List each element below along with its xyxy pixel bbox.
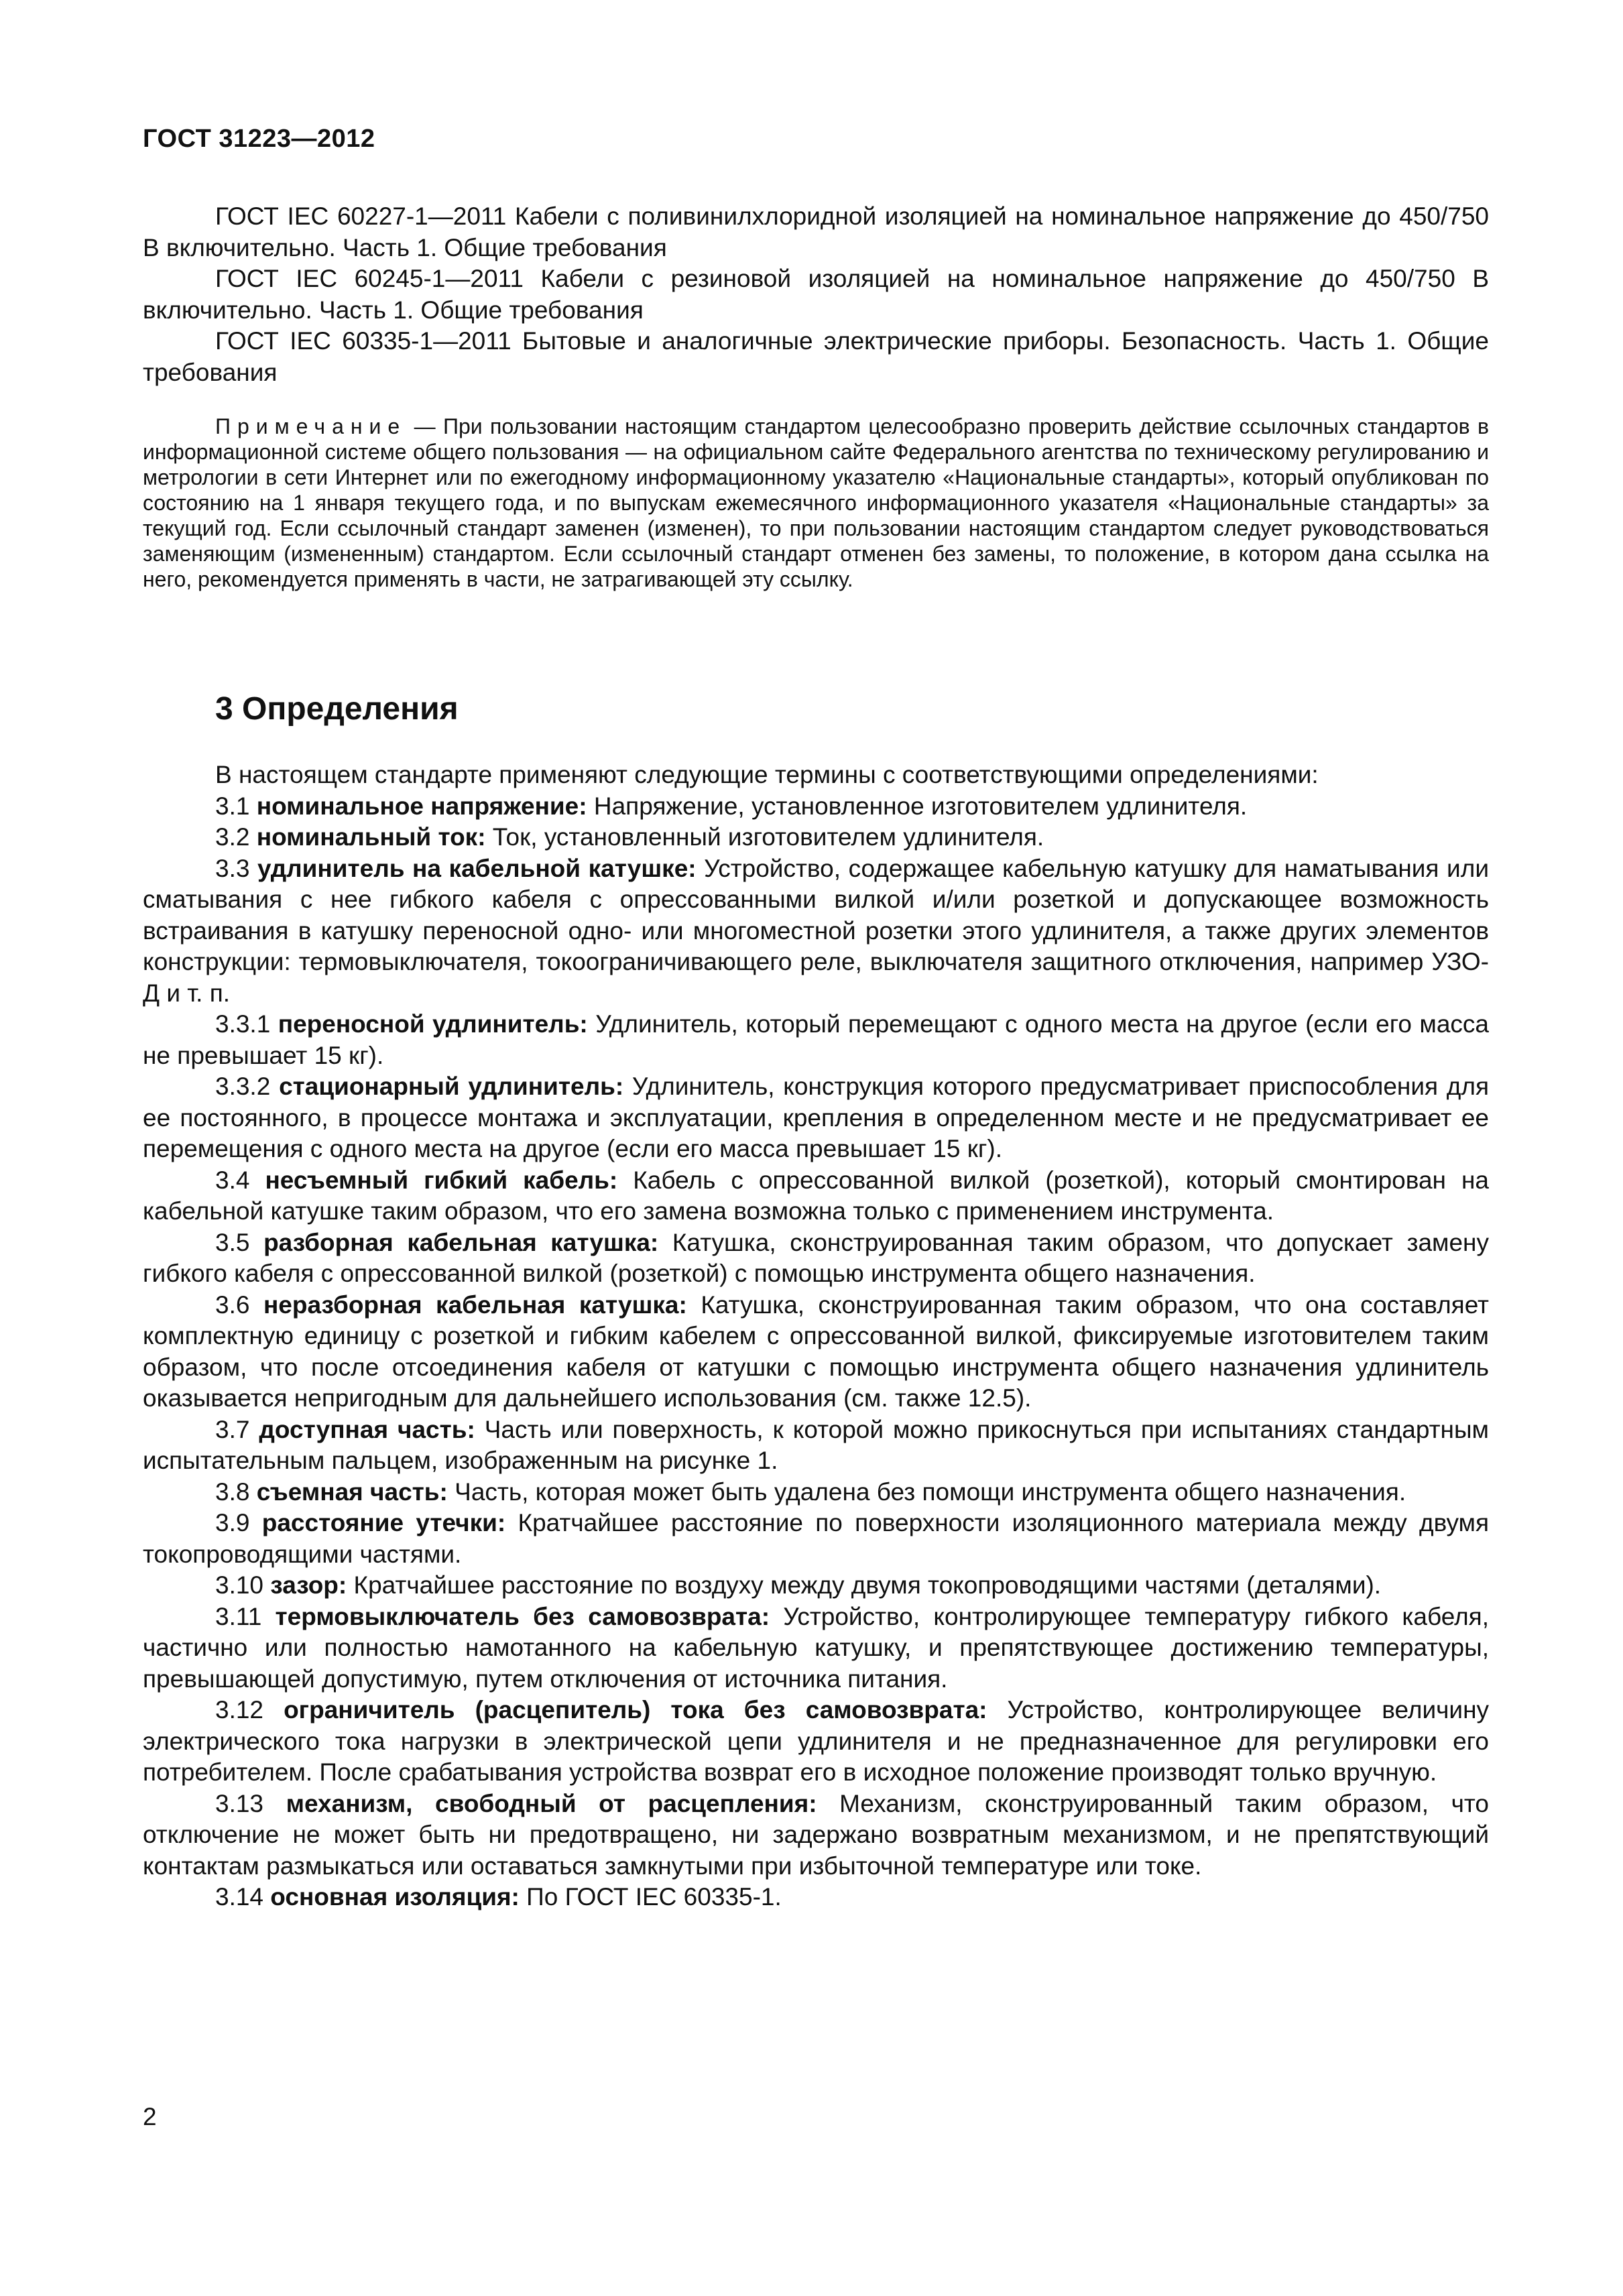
definition-term: стационарный удлинитель:: [279, 1073, 624, 1100]
definition-term: термовыключатель без самовозврата:: [275, 1602, 770, 1630]
definition-term: номинальный ток:: [256, 823, 486, 851]
reference-item: ГОСТ IEC 60335-1—2011 Бытовые и аналогичные электрические приборы. Безопасность. Часть 1. Общие требования: [143, 327, 1489, 386]
definition-number: 3.5: [215, 1228, 264, 1256]
definition-text: Катушка, сконструированная таким образом, что допускает замену гибкого кабеля с опрессованной вилкой (розеткой) с помощью инструмента общего назначения.: [143, 1228, 1489, 1287]
definition-text: Устройство, содержащее кабельную катушку для наматывания или сматывания с нее гибкого кабеля с опрессованными вилкой и/или розеткой и допускающее возможность встраивания в катушку переносной одно- или многоместной розетки этого удлинителя, а также других элементов конструкции: термовыключателя, токоограничивающего реле, выключателя защитного отключения, например УЗО-Д и т. п.: [143, 854, 1489, 1007]
definition-text: Устройство, контролирующее температуру гибкого кабеля, частично или полностью намотанного на кабельную катушку, и препятствующее достижению температуры, превышающей допустимую, путем отключения от источника питания.: [143, 1602, 1490, 1693]
definition-number: 3.12: [215, 1696, 284, 1724]
reference-item: ГОСТ IEC 60245-1—2011 Кабели с резиновой изоляцией на номинальное напряжение до 450/750 В включительно. Часть 1. Общие требования: [143, 265, 1489, 324]
standard-code-header: ГОСТ 31223—2012: [143, 125, 375, 153]
definition-number: 3.3: [215, 854, 258, 882]
page-number: 2: [143, 2103, 157, 2130]
definition-text: Часть, которая может быть удалена без помощи инструмента общего назначения.: [447, 1477, 1406, 1506]
definition-item: [143, 853, 1489, 1010]
definition-number: 3.11: [215, 1602, 276, 1630]
definition-item: [143, 1227, 1489, 1290]
definition-number: 3.1: [215, 792, 257, 820]
definition-number: 3.9: [215, 1509, 262, 1536]
definition-number: 3.7: [215, 1415, 259, 1443]
definition-term: механизм, свободный от расцепления:: [286, 1789, 817, 1817]
definition-text: Часть или поверхность, к которой можно прикоснуться при испытаниях стандартным испытательным пальцем, изображенным на рисунке 1.: [143, 1415, 1489, 1474]
definition-number: 3.3.1: [215, 1010, 278, 1038]
definition-number: 3.13: [215, 1789, 286, 1817]
definition-item: [143, 1477, 1489, 1508]
definition-number: 3.3.2: [215, 1073, 280, 1100]
definition-term: неразборная кабельная катушка:: [263, 1290, 687, 1319]
definition-item: [143, 1290, 1489, 1414]
definition-text: Кратчайшее расстояние по воздуху между двумя токопроводящими частями (деталями).: [347, 1571, 1382, 1599]
definition-item: [143, 791, 1489, 823]
definition-item: [143, 1508, 1489, 1570]
normative-references: [143, 201, 1489, 388]
definition-text: Кратчайшее расстояние по поверхности изоляционного материала между двумя токопроводящими частями.: [143, 1509, 1490, 1568]
definition-text: Ток, установленный изготовителем удлинителя.: [485, 823, 1044, 851]
definition-term: переносной удлинитель:: [278, 1010, 588, 1038]
definition-text: Катушка, сконструированная таким образом, что она составляет комплектную единицу с розеткой и гибким кабелем с опрессованной вилкой, фиксируемые изготовителем таким образом, что после отсоединения кабеля от катушки с помощью инструмента общего назначения удлинитель оказывается непригодным для дальнейшего использования (см. также 12.5).: [143, 1290, 1489, 1412]
reference-item: ГОСТ IEC 60227-1—2011 Кабели с поливинилхлоридной изоляцией на номинальное напряжение до 450/750 В включительно. Часть 1. Общие требования: [143, 202, 1489, 261]
definition-item: [143, 1165, 1489, 1227]
definition-term: доступная часть:: [259, 1415, 475, 1443]
definition-item: [143, 1071, 1489, 1165]
definition-text: Напряжение, установленное изготовителем удлинителя.: [587, 792, 1248, 820]
note-block: [143, 414, 1489, 592]
definitions-intro: В настоящем стандарте применяют следующие термины с соответствующими определениями:: [215, 761, 1319, 788]
definition-item: [143, 1695, 1489, 1789]
definition-number: 3.2: [215, 823, 257, 851]
note-label: Примечание: [215, 414, 407, 438]
definition-term: расстояние утечки:: [261, 1509, 506, 1536]
definition-term: зазор:: [270, 1571, 347, 1599]
definition-text: Устройство, контролирующее величину электрического тока нагрузки в электрической цепи удлинителя и не предназначенное для регулировки его потребителем. После срабатывания устройства возврат его в исходное положение производят только вручную.: [143, 1696, 1489, 1786]
definition-item: [143, 1882, 1489, 1913]
section-heading: 3 Определения: [215, 691, 459, 727]
definition-text: По ГОСТ IEC 60335-1.: [519, 1883, 782, 1911]
definition-text: Удлинитель, конструкция которого предусматривает приспособления для ее постоянного, в процессе монтажа и эксплуатации, крепления в определенном месте и не предусматривает ее перемещения с одного места на другое (если его масса превышает 15 кг).: [143, 1073, 1490, 1162]
definition-term: номинальное напряжение:: [256, 792, 587, 820]
definition-item: [143, 1009, 1489, 1071]
definition-item: [143, 1570, 1489, 1602]
definition-number: 3.8: [215, 1477, 257, 1506]
definition-number: 3.4: [215, 1166, 265, 1194]
definition-text: Кабель с опрессованной вилкой (розеткой), который смонтирован на кабельной катушке таким образом, что его замена возможна только с применением инструмента.: [143, 1166, 1489, 1225]
definition-term: основная изоляция:: [270, 1883, 520, 1911]
note-paragraph: [143, 414, 1489, 592]
definition-term: удлинитель на кабельной катушке:: [257, 854, 697, 882]
note-text: — При пользовании настоящим стандартом целесообразно проверить действие ссылочных стандартов в информационной системе общего пользования — на официальном сайте Федерального агентства по техническому регулированию и метрологии в сети Интернет или по ежегодному информационному указателю «Национальные стандарты», который опубликован по состоянию на 1 января текущего года, и по выпускам ежемесячного информационного указателя «Национальные стандарты» за текущий год. Если ссылочный стандарт заменен (изменен), то при пользовании настоящим стандартом следует руководствоваться заменяющим (измененным) стандартом. Если ссылочный стандарт отменен без замены, то положение, в котором дана ссылка на него, рекомендуется применять в части, не затрагивающей эту ссылку.: [143, 414, 1489, 591]
definition-text: Удлинитель, который перемещают с одного места на другое (если его масса не превышает 15 кг).: [143, 1010, 1490, 1069]
definition-item: [143, 1414, 1489, 1477]
definition-item: [143, 822, 1489, 853]
definition-item: [143, 1789, 1489, 1882]
definition-term: ограничитель (расцепитель) тока без самовозврата:: [284, 1696, 987, 1724]
definition-number: 3.6: [215, 1290, 263, 1319]
definitions-list: [143, 760, 1489, 1913]
definition-item: [143, 1602, 1489, 1695]
definition-number: 3.14: [215, 1883, 271, 1911]
definition-term: съемная часть:: [256, 1477, 448, 1506]
definition-term: несъемный гибкий кабель:: [265, 1166, 618, 1194]
definition-number: 3.10: [215, 1571, 271, 1599]
definition-text: Механизм, сконструированный таким образом, что отключение не может быть ни предотвращено, ни задержано возвратным механизмом, и не препятствующий контактам размыкаться или оставаться замкнутыми при избыточной температуре или токе.: [143, 1789, 1490, 1880]
definition-term: разборная кабельная катушка:: [263, 1228, 659, 1256]
